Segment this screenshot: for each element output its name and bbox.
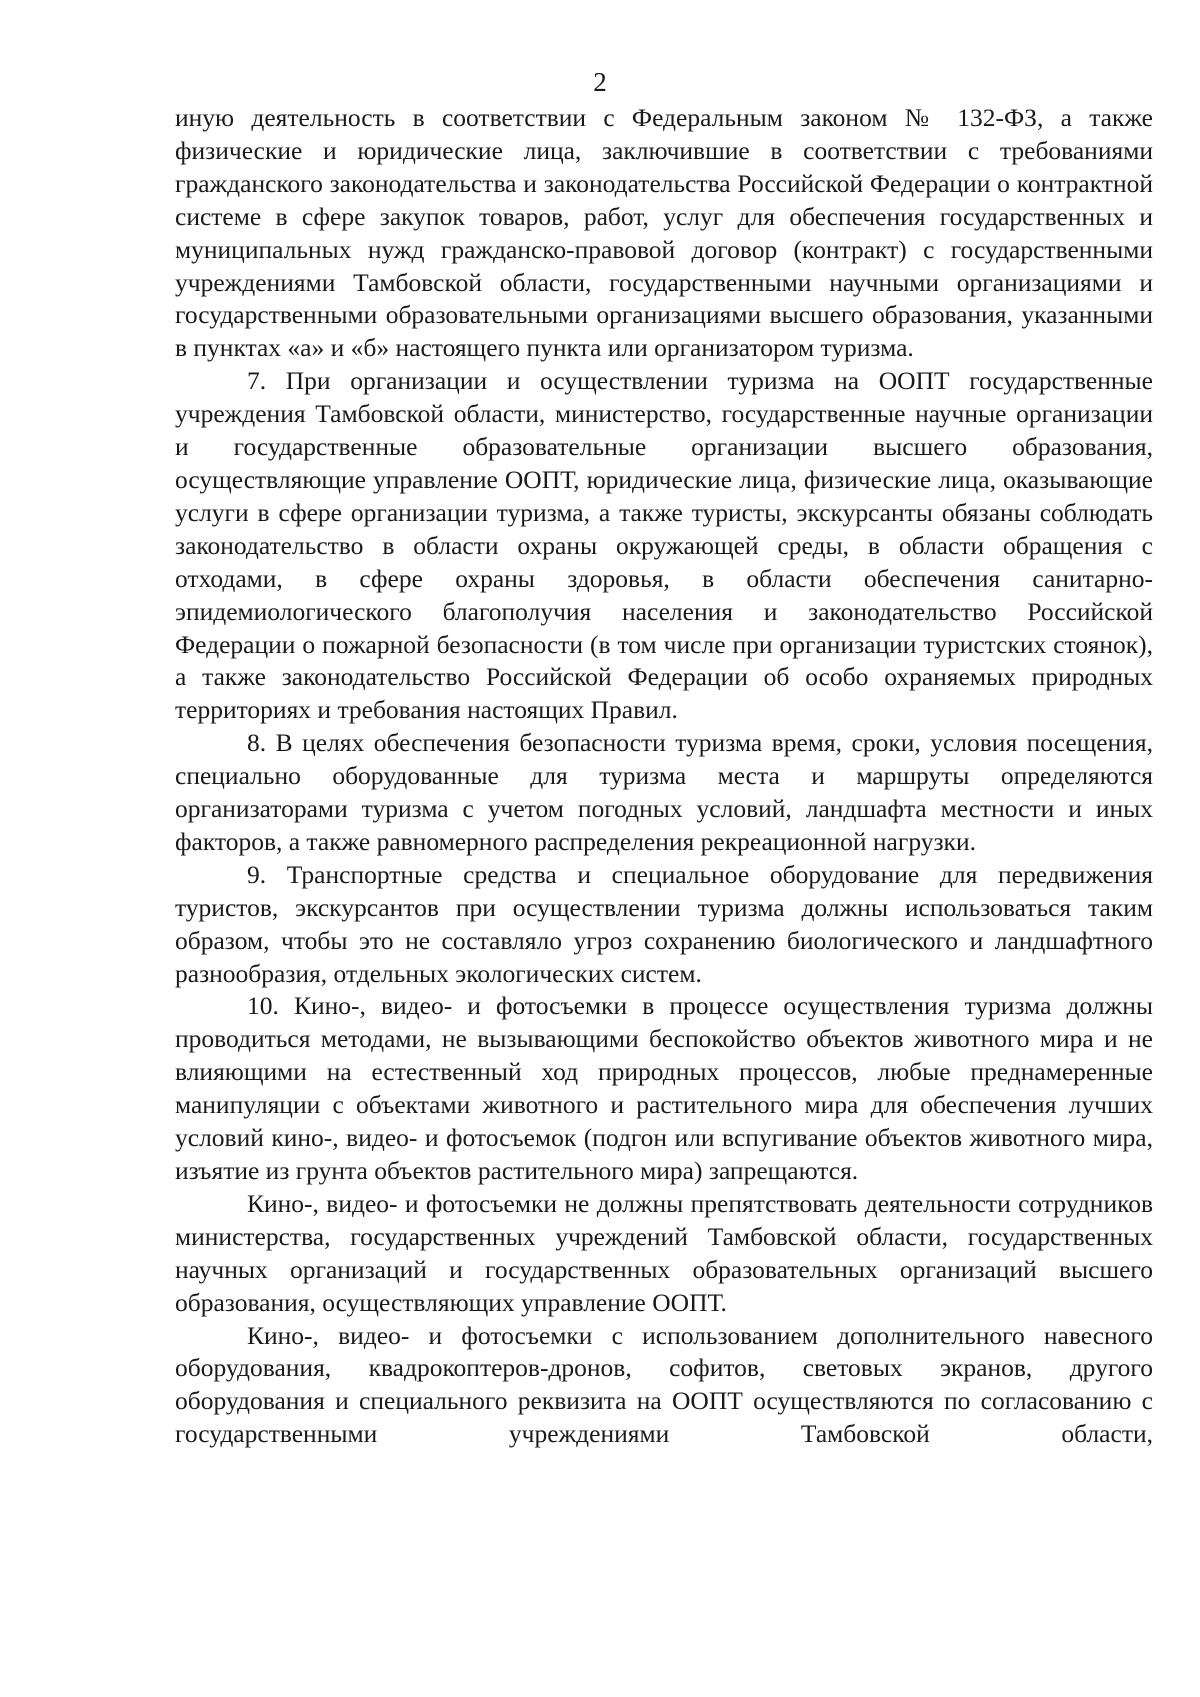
paragraph-item-9: 9. Транспортные средства и специальное оборудование для передвижения туристов, экскурсантов при осуществлении туризма должны использоваться таким образом, чтобы это не составляло угроз сохранению биологического и ландшафтного разнообразия, отдельных экологических систем. <box>175 859 1153 988</box>
paragraph-item-10-part-3: Кино-, видео- и фотосъемки с использованием дополнительного навесного оборудования, квадрокоптеров-дронов, софитов, световых экранов, другого оборудования и специального реквизита на ООПТ осуществляются по согласованию с государственными учреждениями Тамбовской области, <box>175 1320 1153 1449</box>
paragraph-item-7: 7. При организации и осуществлении туризма на ООПТ государственные учреждения Тамбовской области, министерство, государственные научные организации и государственные образовательные организации высшего образования, осуществляющие управление ООПТ, юридические лица, физические лица, оказывающие услуги в сфере организации туризма, а также туристы, экскурсанты обязаны соблюдать законодательство в области охраны окружающей среды, в области обращения с отходами, в сфере охраны здоровья, в области обеспечения санитарно-эпидемиологического благополучия населения и законодательство Российской Федерации о пожарной безопасности (в том числе при организации туристских стоянок), а также законодательство Российской Федерации об особо охраняемых природных территориях и требования настоящих Правил. <box>175 366 1153 725</box>
paragraph-continuation: иную деятельность в соответствии с Федеральным законом № 132-ФЗ, а также физические и юридические лица, заключившие в соответствии с требованиями гражданского законодательства и законодательства Российской Федерации о контрактной системе в сфере закупок товаров, работ, услуг для обеспечения государственных и муниципальных нужд гражданско-правовой договор (контракт) с государственными учреждениями Тамбовской области, государственными научными организациями и государственными образовательными организациями высшего образования, указанными в пунктах «а» и «б» настоящего пункта или организатором туризма. <box>175 103 1153 363</box>
document-body <box>175 102 1153 1451</box>
paragraph-item-10: 10. Кино-, видео- и фотосъемки в процессе осуществления туризма должны проводиться методами, не вызывающими беспокойство объектов животного мира и не влияющими на естественный ход природных процессов, любые преднамеренные манипуляции с объектами животного и растительного мира для обеспечения лучших условий кино-, видео- и фотосъемок (подгон или вспугивание объектов животного мира, изъятие из грунта объектов растительного мира) запрещаются. <box>175 991 1153 1185</box>
paragraph-item-8: 8. В целях обеспечения безопасности туризма время, сроки, условия посещения, специально оборудованные для туризма места и маршруты определяются организаторами туризма с учетом погодных условий, ландшафта местности и иных факторов, а также равномерного распределения рекреационной нагрузки. <box>175 728 1153 856</box>
paragraph-item-10-part-2: Кино-, видео- и фотосъемки не должны препятствовать деятельности сотрудников министерства, государственных учреждений Тамбовской области, государственных научных организаций и государственных образовательных организаций высшего образования, осуществляющих управление ООПТ. <box>175 1188 1153 1317</box>
page-number: 2 <box>593 67 607 97</box>
